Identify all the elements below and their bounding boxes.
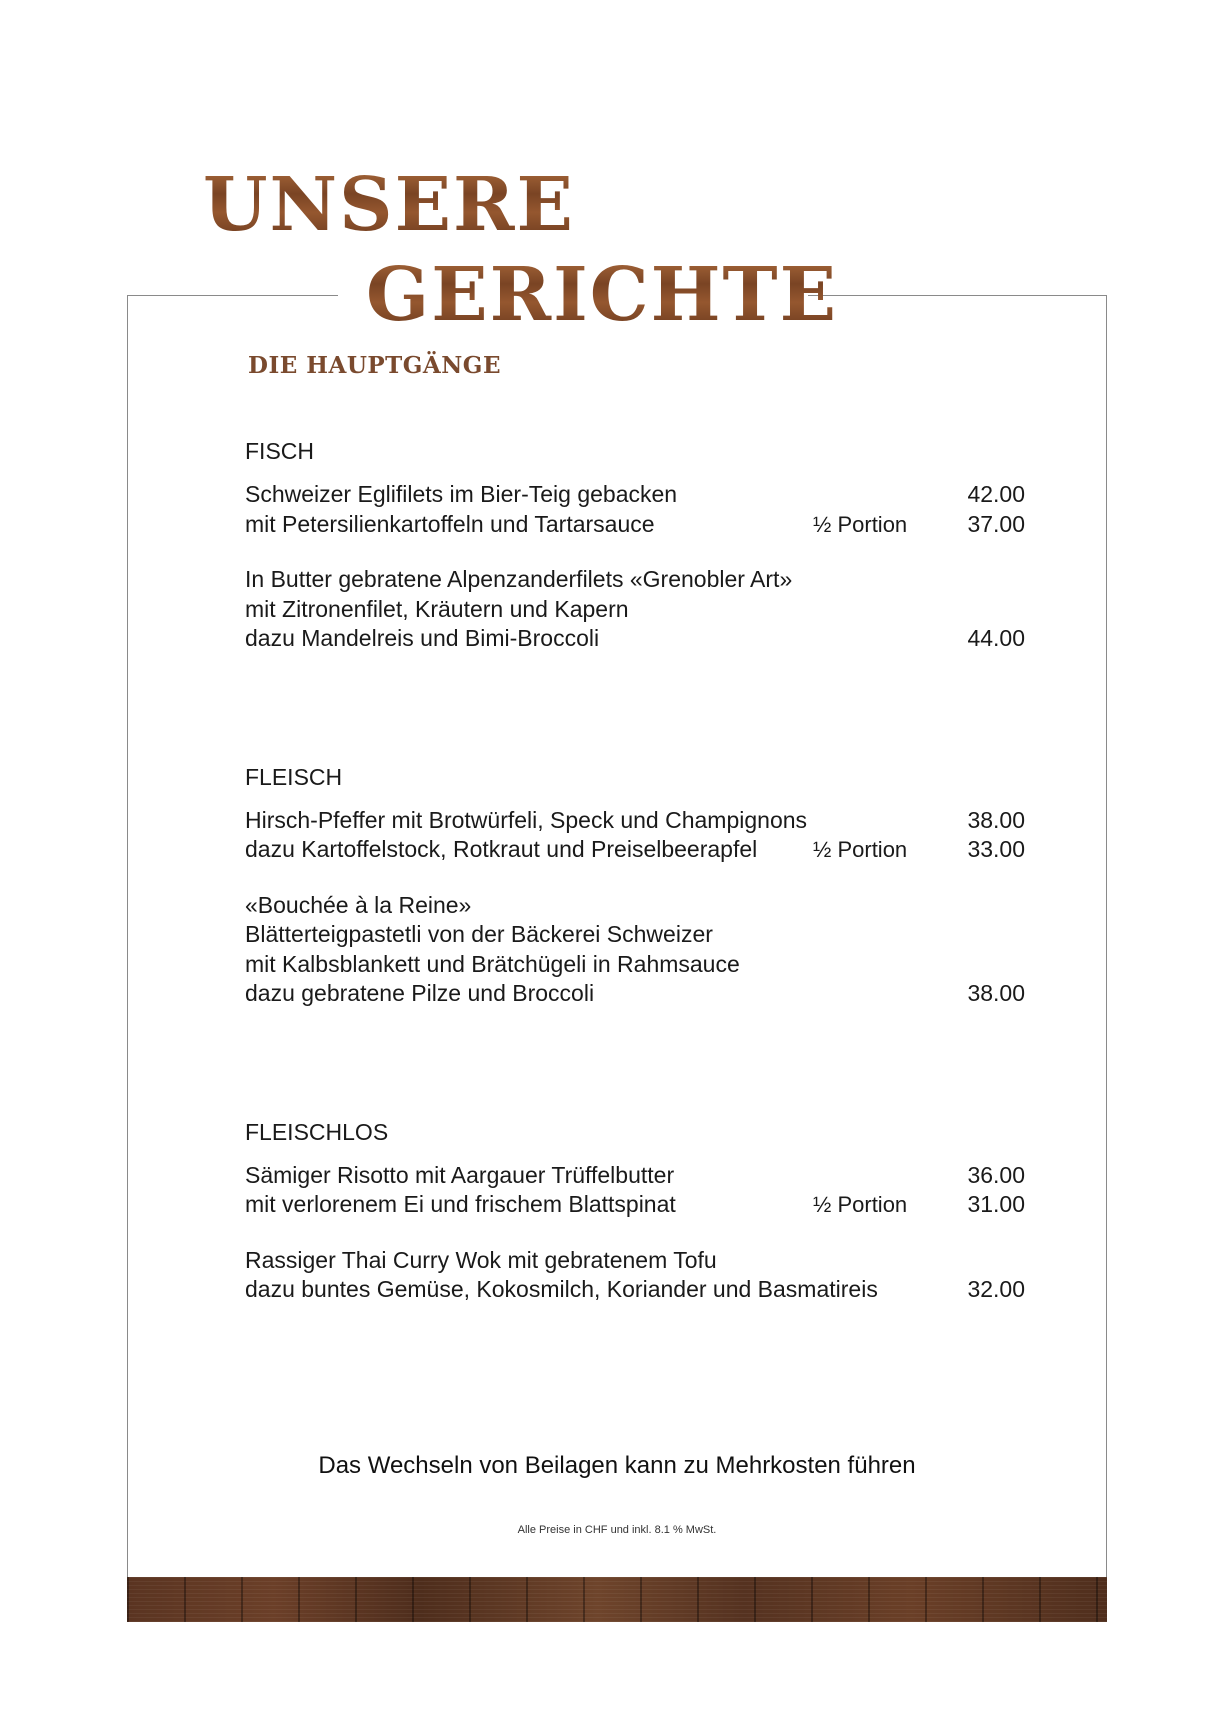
dish-price: 37.00 [967, 510, 1025, 537]
menu-item [245, 891, 1025, 1009]
menu-item [245, 806, 1025, 865]
menu-item-line [245, 1161, 1025, 1191]
section-heading: FISCH [245, 438, 314, 464]
menu-item [245, 480, 1025, 539]
dish-price: 36.00 [967, 1161, 1025, 1188]
menu-item-line [245, 480, 1025, 510]
menu-item-line [245, 950, 1025, 980]
page-title-line1: UNSERE [203, 162, 575, 248]
dish-description: dazu gebratene Pilze und Broccoli [245, 980, 595, 1006]
dish-price: 31.00 [967, 1191, 1025, 1217]
page-subtitle: DIE HAUPTGÄNGE [248, 352, 501, 379]
section-spacer [245, 1035, 1025, 1117]
dish-description: Blätterteigpastetli von der Bäckerei Schweizer [245, 921, 713, 947]
dish-description: Rassiger Thai Curry Wok mit gebratenem Tofu [245, 1246, 717, 1273]
menu-content [245, 436, 1025, 1331]
half-portion-label: ½ Portion [813, 1192, 908, 1217]
dish-description: dazu buntes Gemüse, Kokosmilch, Koriander und Basmatireis [245, 1276, 878, 1302]
dish-description: dazu Mandelreis und Bimi-Broccoli [245, 625, 600, 651]
dish-price: 42.00 [967, 481, 1025, 507]
menu-item-line [245, 979, 1025, 1009]
dish-description: In Butter gebratene Alpenzanderfilets «Grenobler Art» [245, 566, 793, 592]
section-heading: FLEISCHLOS [245, 1118, 389, 1145]
dish-price: 33.00 [967, 836, 1025, 862]
dish-price: 38.00 [967, 980, 1025, 1006]
menu-item-line [245, 920, 1025, 950]
menu-item [245, 1161, 1025, 1220]
menu-item-line [245, 624, 1025, 654]
menu-item-line [245, 510, 1025, 540]
menu-item-line [245, 891, 1025, 921]
dish-description: Hirsch-Pfeffer mit Brotwürfeli, Speck und Champignons [245, 806, 808, 833]
dish-description: mit Zitronenfilet, Kräutern und Kapern [245, 595, 629, 622]
menu-item-line [245, 806, 1025, 836]
wood-strip [127, 1577, 1107, 1622]
dish-description: Schweizer Eglifilets im Bier-Teig gebacken [245, 481, 678, 507]
dish-description: Sämiger Risotto mit Aargauer Trüffelbutter [245, 1161, 675, 1188]
half-portion-label: ½ Portion [813, 511, 908, 537]
menu-item-line [245, 1275, 1025, 1305]
page-title-line2: GERICHTE [366, 252, 838, 338]
menu-item-line [245, 835, 1025, 865]
section-spacer [245, 680, 1025, 762]
menu-item-line [245, 565, 1025, 595]
dish-price: 38.00 [967, 806, 1025, 833]
dish-description: mit verlorenem Ei und frischem Blattspinat [245, 1191, 676, 1217]
menu-item-line [245, 1190, 1025, 1220]
side-dish-note: Das Wechseln von Beilagen kann zu Mehrkosten führen [318, 1452, 916, 1479]
vat-note: Alle Preise in CHF und inkl. 8.1 % MwSt. [517, 1524, 717, 1536]
section-heading: FLEISCH [245, 763, 343, 790]
menu-item [245, 565, 1025, 654]
dish-description: «Bouchée à la Reine» [245, 891, 472, 918]
dish-price: 44.00 [967, 625, 1025, 651]
menu-item-line [245, 595, 1025, 625]
dish-description: dazu Kartoffelstock, Rotkraut und Preiselbeerapfel [245, 836, 758, 862]
dish-price: 32.00 [967, 1276, 1025, 1302]
half-portion-label: ½ Portion [813, 837, 908, 862]
dish-description: mit Petersilienkartoffeln und Tartarsauce [245, 510, 655, 537]
dish-description: mit Kalbsblankett und Brätchügeli in Rahmsauce [245, 950, 740, 977]
menu-item [245, 1246, 1025, 1305]
menu-item-line [245, 1246, 1025, 1276]
